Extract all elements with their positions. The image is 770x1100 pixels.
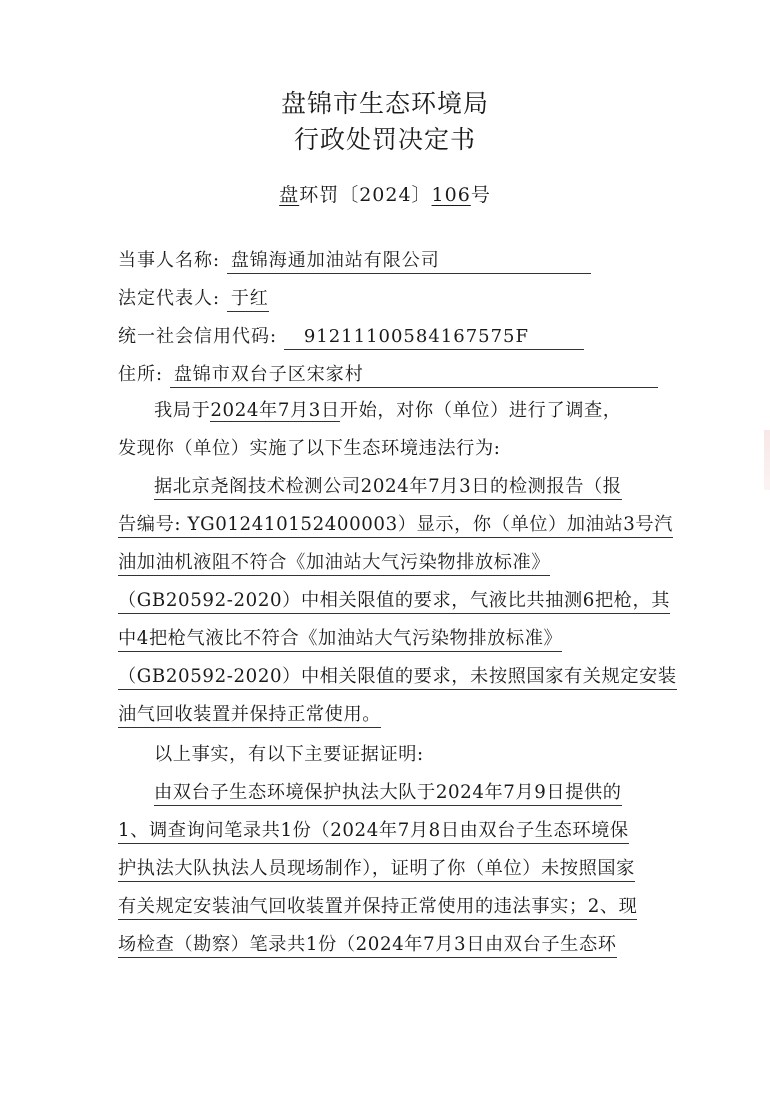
evidence-text: 由双台子生态环境保护执法大队于2024年7月9日提供的 [154,782,622,806]
intro-date: 2024年7月3日 [210,400,340,421]
fact-line [118,664,677,690]
seal-edge-mark [764,430,770,490]
evidence-line [118,894,672,920]
fact-text: 油气回收装置并保持正常使用。 [118,704,381,728]
credit-code-value: 91211100584167575F [284,325,584,350]
evidence-text: 护执法大队执法人员现场制作），证明了你（单位）未按照国家 [118,858,635,882]
fact-line [118,626,672,652]
evidence-line [118,818,672,844]
intro-line-1 [154,398,672,424]
evidence-line [118,932,672,958]
fact-text: 告编号: YG012410152400003）显示，你（单位）加油站3号汽 [118,514,673,538]
doc-number-suffix: 号 [470,184,491,206]
fact-line [118,512,672,538]
evidence-line [118,856,672,882]
doc-number-value: 106 [431,184,471,206]
evidence-text: 有关规定安装油气回收装置并保持正常使用的违法事实；2、现 [118,896,637,920]
credit-code-row [118,322,584,350]
address-value: 盘锦市双台子区宋家村 [170,363,658,388]
intro-text-a: 我局于 [154,400,211,421]
party-name-row [118,246,591,274]
document-number [0,180,770,207]
fact-line [118,702,672,728]
evidence-text: 1、调查询问笔录共1份（2024年7月8日由双台子生态环境保 [118,820,629,844]
fact-text: （GB20592-2020）中相关限值的要求，未按照国家有关规定安装 [118,666,677,690]
fact-text: 油加油机液阻不符合《加油站大气污染物排放标准》 [118,552,550,576]
agency-title: 盘锦市生态环境局 [280,89,489,118]
fact-line [154,474,672,500]
legal-rep-label: 法定代表人: [118,288,221,309]
address-row [118,360,658,388]
fact-text: 中4把枪气液比不符合《加油站大气污染物排放标准》 [118,628,562,652]
fact-line [118,550,672,576]
party-name-value: 盘锦海通加油站有限公司 [227,249,591,274]
intro-text-b: 开始，对你（单位）进行了调查， [339,400,622,421]
credit-code-label: 统一社会信用代码: [118,326,278,347]
address-label: 住所: [118,364,164,385]
evidence-intro: 以上事实，有以下主要证据证明: [154,744,424,765]
doc-number-mid: 环罚〔2024〕 [299,184,432,206]
doc-number-prefix: 盘 [279,184,300,206]
document-title: 行政处罚决定书 [293,125,476,154]
fact-text: 据北京尧阁技术检测公司2024年7月3日的检测报告（报 [154,476,622,500]
fact-line [118,588,672,614]
evidence-text: 场检查（勘察）笔录共1份（2024年7月3日由双台子生态环 [118,934,617,958]
party-name-label: 当事人名称: [118,250,221,271]
legal-rep-value: 于红 [227,287,269,312]
fact-text: （GB20592-2020）中相关限值的要求，气液比共抽测6把枪，其 [118,590,670,614]
legal-rep-row [118,284,269,312]
evidence-line [154,780,672,806]
intro-line-2: 发现你（单位）实施了以下生态环境违法行为: [118,438,501,459]
